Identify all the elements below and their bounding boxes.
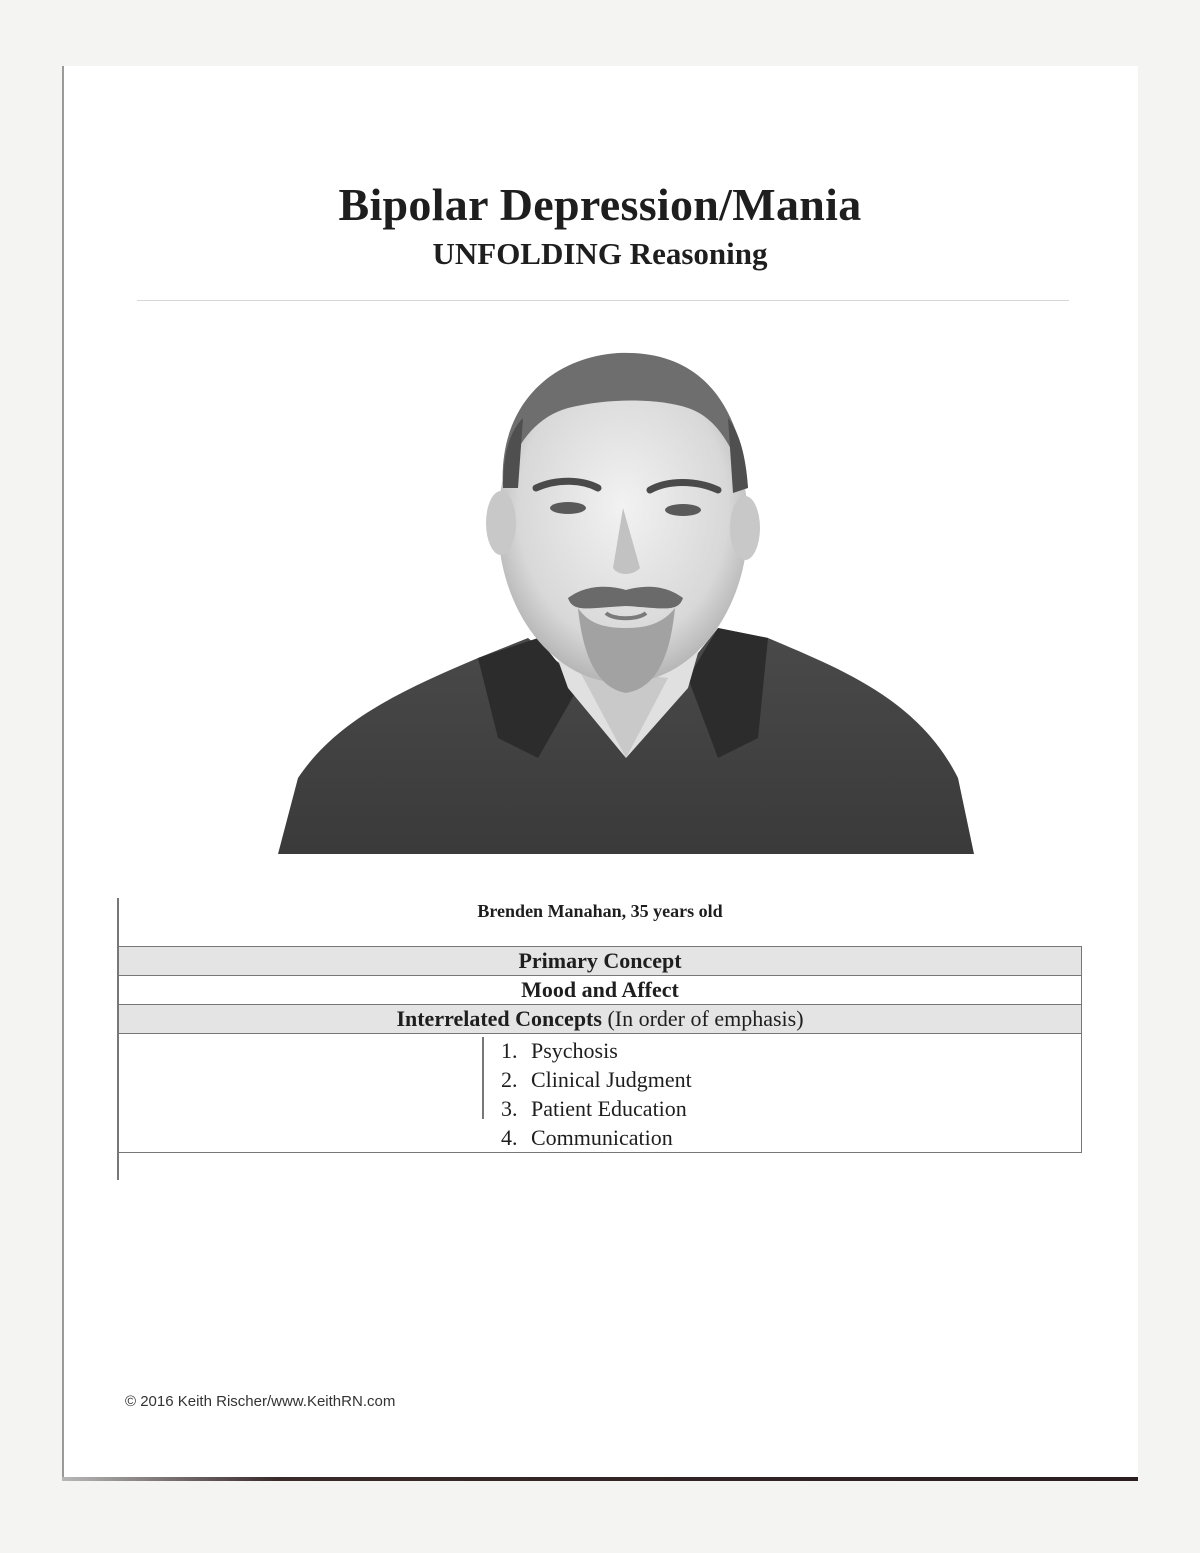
list-item xyxy=(501,1094,1081,1123)
list-item-label: Psychosis xyxy=(531,1038,618,1063)
list-item-number: 4. xyxy=(501,1125,518,1150)
interrelated-concepts-list-cell xyxy=(119,1034,1082,1153)
document-title: Bipolar Depression/Mania xyxy=(338,179,862,230)
interrelated-concepts-header xyxy=(119,1005,1082,1034)
primary-concept-value: Mood and Affect xyxy=(119,976,1082,1005)
list-item xyxy=(501,1036,1081,1065)
list-item-number: 2. xyxy=(501,1067,518,1092)
list-item-label: Communication xyxy=(531,1125,673,1150)
concepts-table xyxy=(118,946,1082,1153)
interrelated-concepts-list xyxy=(491,1036,1081,1152)
patient-caption: Brenden Manahan, 35 years old xyxy=(477,901,723,921)
copyright-footer: © 2016 Keith Rischer/www.KeithRN.com xyxy=(125,1393,396,1410)
interrelated-label: Interrelated Concepts xyxy=(396,1006,602,1031)
list-item-label: Clinical Judgment xyxy=(531,1067,692,1092)
list-item xyxy=(501,1065,1081,1094)
page-left-edge xyxy=(62,66,64,1480)
page-bottom-edge xyxy=(62,1477,1138,1481)
man-portrait-photo xyxy=(278,338,974,854)
header-divider xyxy=(137,300,1069,301)
primary-concept-header: Primary Concept xyxy=(119,947,1082,976)
document-subtitle: UNFOLDING Reasoning xyxy=(432,236,768,271)
list-left-divider xyxy=(482,1037,484,1119)
list-item-label: Patient Education xyxy=(531,1096,687,1121)
interrelated-note: (In order of emphasis) xyxy=(601,1006,804,1031)
list-item-number: 1. xyxy=(501,1038,518,1063)
list-item-number: 3. xyxy=(501,1096,518,1121)
list-item xyxy=(501,1123,1081,1152)
